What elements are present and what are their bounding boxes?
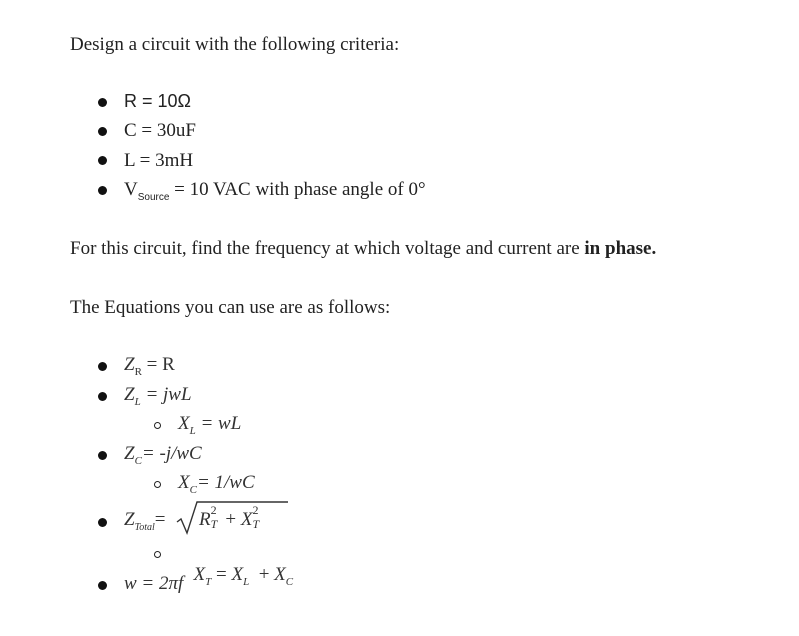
bullet — [98, 451, 107, 460]
eq-xt-a: X — [231, 564, 244, 585]
eq-ztotal-radicand — [199, 503, 262, 531]
eq-xc-lhs: X — [178, 472, 190, 493]
eq-zr-lhs: Z — [124, 354, 135, 375]
eq-xt-eq: = — [211, 564, 232, 585]
sub-bullet — [154, 481, 161, 488]
eq-zc-sub: C — [134, 455, 142, 467]
vsource-prefix: V — [124, 179, 138, 200]
sub-bullet — [154, 422, 161, 429]
criteria-c — [124, 120, 196, 142]
criteria-vsource — [124, 179, 426, 201]
eq-zr-rhs: = R — [141, 354, 175, 375]
criteria-c-text: C = 30uF — [124, 120, 196, 141]
eq-ztotal-x-sub: T — [252, 517, 260, 531]
eq-zl-sub: L — [134, 396, 141, 408]
question-text — [70, 238, 656, 260]
eq-ztotal-r: R — [199, 509, 211, 530]
criteria-r — [124, 91, 191, 113]
eq-xc-sub: C — [189, 484, 197, 496]
eq-xt-lhs: X — [193, 564, 206, 585]
equations-intro: The Equations you can use are as follows: — [70, 297, 391, 318]
bullet — [98, 392, 107, 401]
criteria-r-text: R = 10Ω — [124, 91, 191, 111]
eq-zc-lhs: Z — [124, 443, 135, 464]
eq-ztotal-plus: + — [220, 509, 241, 530]
eq-ztotal-eq: = — [154, 509, 166, 530]
eq-ztotal-r-sub: T — [210, 517, 218, 531]
criteria-l-text: L = 3mH — [124, 150, 194, 171]
eq-xt — [184, 542, 293, 586]
eq-xt-plus: + — [249, 564, 275, 585]
eq-xc — [178, 472, 255, 494]
eq-xt-sub: T — [205, 576, 212, 588]
eq-xt-b-sub: C — [285, 576, 294, 588]
bullet — [98, 186, 107, 195]
bullet — [98, 98, 107, 107]
eq-ztotal — [124, 509, 166, 531]
eq-ztotal-r-sup: 2 — [210, 503, 217, 517]
eq-zr — [124, 354, 175, 376]
question-bold: in phase. — [584, 238, 657, 259]
vsource-sub: Source — [137, 192, 170, 203]
eq-zl-rhs: = jwL — [140, 384, 192, 405]
bullet — [98, 362, 107, 371]
eq-xc-rhs: = 1/wC — [196, 472, 255, 493]
eq-ztotal-lhs: Z — [124, 509, 135, 530]
eq-zr-sub: R — [134, 366, 142, 378]
eq-ztotal-x-sup: 2 — [252, 503, 259, 517]
eq-xl — [178, 413, 241, 435]
eq-zl — [124, 384, 192, 406]
sub-bullet — [154, 551, 161, 558]
eq-ztotal-sub: Total — [134, 522, 155, 533]
eq-xl-rhs: = wL — [195, 413, 242, 434]
eq-xl-sub: L — [189, 425, 196, 437]
intro-text: Design a circuit with the following criteria: — [70, 34, 400, 55]
eq-zl-lhs: Z — [124, 384, 135, 405]
bullet — [98, 127, 107, 136]
eq-zc — [124, 443, 202, 465]
eq-ztotal-x: X — [240, 509, 253, 530]
eq-w — [124, 573, 183, 595]
question-plain: For this circuit, find the frequency at which voltage and current are — [70, 238, 585, 259]
bullet — [98, 156, 107, 165]
criteria-l — [124, 150, 193, 172]
eq-xt-a-sub: L — [243, 576, 250, 588]
vsource-suffix: = 10 VAC with phase angle of 0° — [169, 179, 426, 200]
eq-zc-rhs: = -j/wC — [141, 443, 202, 464]
eq-w-text: w = 2πf — [124, 573, 184, 594]
eq-xt-b: X — [274, 564, 286, 585]
eq-xl-lhs: X — [178, 413, 190, 434]
bullet — [98, 518, 107, 527]
bullet — [98, 581, 107, 590]
